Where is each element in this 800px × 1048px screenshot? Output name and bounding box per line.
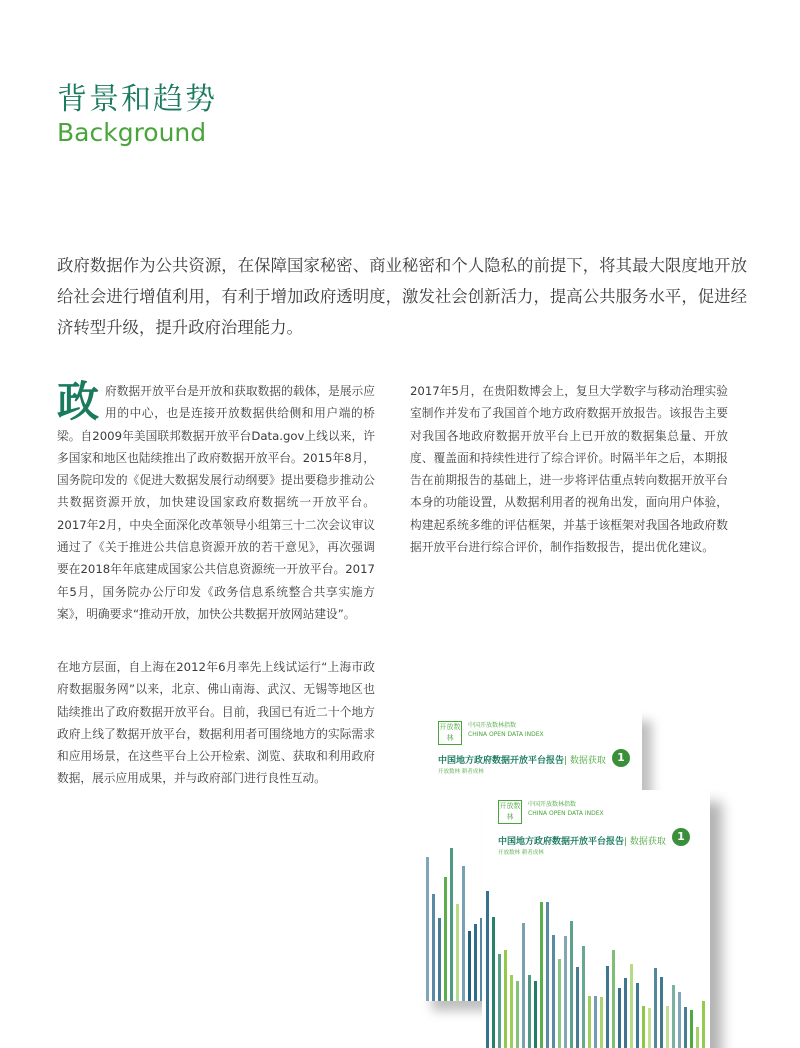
- cover-bar: [696, 1027, 699, 1048]
- cover-bar: [582, 946, 585, 1048]
- page-title-cn: 背景和趋势: [57, 82, 217, 117]
- report-cover-front: [482, 790, 710, 1048]
- cover-title-sub: | 数据获取: [564, 756, 606, 766]
- cover-title-sub: | 数据获取: [624, 837, 666, 847]
- cover-bars: [482, 790, 710, 1048]
- cover-bar: [432, 894, 435, 1001]
- cover-bar: [606, 966, 609, 1048]
- cover-bar: [534, 981, 537, 1048]
- cover-bar: [654, 968, 657, 1048]
- cover-bar: [672, 985, 675, 1048]
- cover-badge: 1: [672, 828, 690, 846]
- cover-bar: [456, 904, 459, 1001]
- cover-bar: [540, 902, 543, 1048]
- cover-logo: 开放数林: [438, 721, 462, 745]
- cover-brand-cn: 中国开放数林指数: [468, 722, 517, 729]
- cover-bar: [474, 924, 477, 1001]
- cover-bar: [660, 977, 663, 1048]
- cover-bar: [492, 917, 495, 1048]
- cover-bar: [588, 996, 591, 1048]
- cover-bar: [444, 877, 447, 1001]
- cover-bar: [600, 997, 603, 1048]
- cover-bar: [450, 848, 453, 1001]
- cover-bar: [678, 992, 681, 1048]
- left-column-para2: 在地方层面，自上海在2012年6月率先上线试运行“上海市政府数据服务网”以来，北京、佛山南海、武汉、无锡等地区也陆续推出了政府数据开放平台。目前，我国已有近二十个地方政府上线了数据开放平台，数据利用者可围绕地方的实际需求和应用场景，在这些平台上公开检索、浏览、获取和利用政府数据，展示应用成果，并与政府部门进行良性互动。: [57, 660, 375, 786]
- cover-bar: [564, 936, 567, 1048]
- cover-bar: [504, 950, 507, 1048]
- left-column-para1: [57, 377, 375, 625]
- cover-bar: [522, 923, 525, 1048]
- right-column-para1: 2017年5月，在贵阳数博会上，复旦大学数字与移动治理实验室制作并发布了我国首个地方政府数据开放报告。该报告主要对我国各地政府数据开放平台上已开放的数据集总量、开放度、覆盖面和持续性进行了综合评价。时隔半年之后，本期报告在前期报告的基础上，进一步将评估重点转向数据开放平台本身的功能设置，从数据利用者的视角出发，面向用户体验，构建起系统多维的评估框架，并基于该框架对我国各地政府数据开放平台进行综合评价，制作指数报告，提出优化建议。: [410, 384, 728, 555]
- cover-bar: [576, 967, 579, 1048]
- cover-bar: [630, 964, 633, 1048]
- cover-badge: 1: [612, 749, 630, 767]
- cover-bar: [702, 1001, 705, 1048]
- cover-bar: [486, 891, 489, 1048]
- cover-bar: [510, 975, 513, 1048]
- cover-bar: [624, 978, 627, 1048]
- cover-bar: [648, 1008, 651, 1048]
- cover-brand-cn: 中国开放数林指数: [528, 801, 577, 808]
- intro-paragraph: 政府数据作为公共资源，在保障国家秘密、商业秘密和个人隐私的前提下，将其最大限度地开放给社会进行增值利用，有利于增加政府透明度，激发社会创新活力，提高公共服务水平，促进经济转型升级，提升政府治理能力。: [57, 256, 747, 337]
- cover-bar: [690, 1010, 693, 1048]
- cover-title-main: 中国地方政府数据开放平台报告: [498, 837, 625, 847]
- cover-bar: [516, 981, 519, 1048]
- cover-bar: [438, 918, 441, 1001]
- cover-brand-en: CHINA OPEN DATA INDEX: [528, 810, 604, 817]
- cover-bar: [612, 950, 615, 1048]
- page-title-en: Background: [57, 118, 207, 147]
- cover-bar: [426, 857, 429, 1001]
- cover-bar: [666, 1006, 669, 1048]
- dropcap: 政: [57, 377, 100, 426]
- cover-bar: [570, 921, 573, 1048]
- cover-logo: 开放数林: [498, 800, 522, 824]
- cover-bar: [462, 866, 465, 1001]
- cover-bar: [498, 954, 501, 1048]
- cover-bar: [546, 902, 549, 1048]
- cover-title-main: 中国地方政府数据开放平台报告: [438, 756, 565, 766]
- cover-bar: [594, 996, 597, 1048]
- cover-tagline: 开放数林 耕者成林: [498, 850, 544, 856]
- cover-bar: [528, 975, 531, 1048]
- cover-bar: [468, 931, 471, 1001]
- cover-brand-en: CHINA OPEN DATA INDEX: [468, 731, 544, 738]
- cover-bar: [684, 1007, 687, 1048]
- cover-tagline: 开放数林 耕者成林: [438, 769, 484, 775]
- cover-bar: [636, 983, 639, 1048]
- left-para1-text: 府数据开放平台是开放和获取数据的载体，是展示应用的中心，也是连接开放数据供给侧和用户端的桥梁。自2009年美国联邦数据开放平台Data.gov上线以来，许多国家和地区也陆续推出了政府数据开放平台。2015年8月，国务院印发的《促进大数据发展行动纲要》提出要稳步推动公共数据资源开放，加快建设国家政府数据统一开放平台。2017年2月，中央全面深化改革领导小组第三十二次会议审议通过了《关于推进公共信息资源开放的若干意见》，再次强调要在2018年年底建成国家公共信息资源统一开放平台。2017年5月，国务院办公厅印发《政务信息系统整合共享实施方案》，明确要求“推动开放，加快公共数据开放网站建设”。: [57, 384, 375, 621]
- cover-bar: [642, 1006, 645, 1048]
- cover-bar: [552, 935, 555, 1048]
- cover-bar: [558, 959, 561, 1048]
- cover-bar: [618, 988, 621, 1048]
